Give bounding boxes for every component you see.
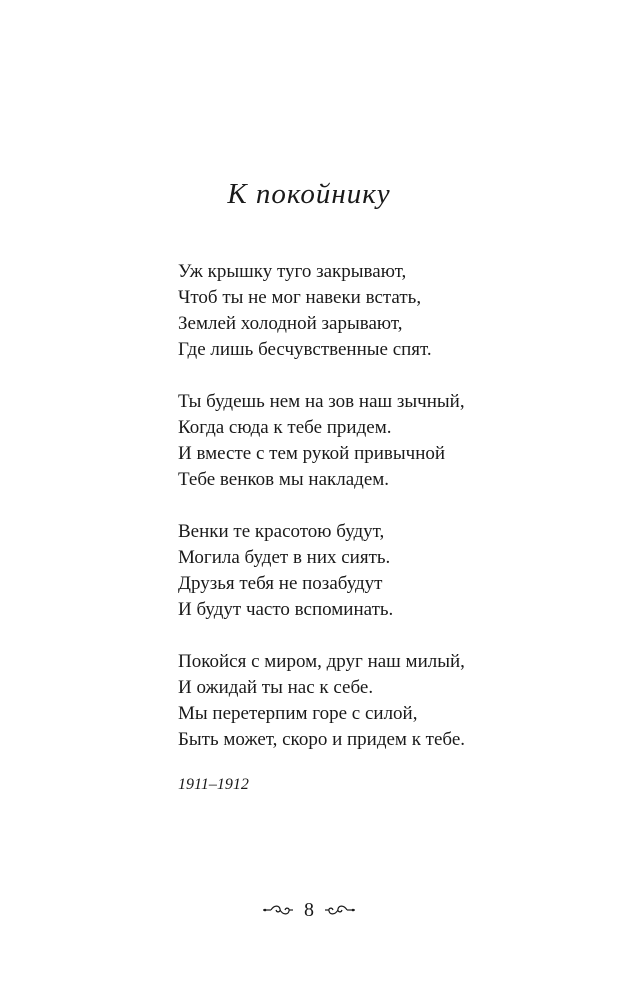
- poem-line: Землей холодной зарывают,: [178, 313, 403, 334]
- page-number: 8: [304, 899, 314, 921]
- poem-line: Мы перетерпим горе с силой,: [178, 703, 418, 724]
- poem-line: И вместе с тем рукой привычной: [178, 443, 446, 464]
- stanza-1: [178, 259, 578, 363]
- poem-line: Где лишь бесчувственные спят.: [178, 339, 432, 360]
- poem-line: Ты будешь нем на зов наш зычный,: [178, 391, 465, 412]
- poem-line: Венки те красотою будут,: [178, 521, 385, 542]
- flourish-ornament-left-icon: [262, 903, 294, 917]
- poem-line: Чтоб ты не мог навеки встать,: [178, 287, 422, 308]
- poem-date: 1911–1912: [178, 776, 249, 793]
- poem-line: Когда сюда к тебе придем.: [178, 417, 392, 438]
- poem-line: Уж крышку туго закрывают,: [178, 261, 407, 282]
- poem-line: Могила будет в них сиять.: [178, 547, 391, 568]
- poem-line: Друзья тебя не позабудут: [178, 573, 383, 594]
- stanza-3: [178, 519, 578, 623]
- poem-title: К покойнику: [227, 178, 391, 210]
- poem-line: Быть может, скоро и придем к тебе.: [178, 729, 466, 750]
- poem-line: И будут часто вспоминать.: [178, 599, 394, 620]
- poem-line: Тебе венков мы накладем.: [178, 469, 390, 490]
- page-footer: [0, 900, 618, 920]
- stanza-4: [178, 649, 578, 753]
- stanza-2: [178, 389, 578, 493]
- poem-body: [178, 259, 578, 794]
- poem-line: Покойся с миром, друг наш милый,: [178, 651, 465, 672]
- flourish-ornament-right-icon: [324, 903, 356, 917]
- poem-line: И ожидай ты нас к себе.: [178, 677, 374, 698]
